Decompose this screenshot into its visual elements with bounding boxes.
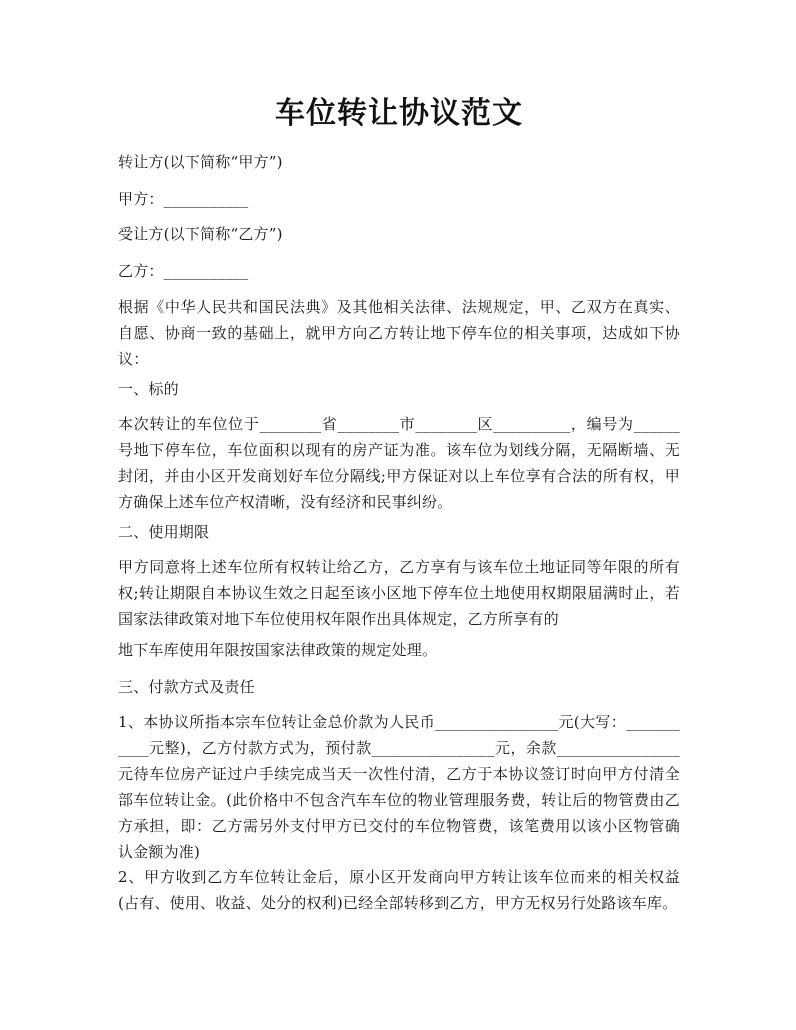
preamble-paragraph: 根据《中华人民共和国民法典》及其他相关法律、法规规定，甲、乙双方在真实、自愿、协商一致的基础上，就甲方向乙方转让地下停车位的相关事项，达成如下协议： [118,298,680,368]
document-title: 车位转让协议范文 [275,96,523,131]
section-3-clause-1: 1、本协议所指本宗车位转让金总价款为人民币________________元(大写：___________元整)，乙方付款方式为，预付款________________元，余款________________元待车位房产证过户手续完成当天一次性付清，乙方于本协议签订时向甲方付清全部车位转让金。(此价格中不包含汽车车位的物业管理服务费，转让后的物管费由乙方承担，即：乙方需另外支付甲方已交付的车位物管费，该笔费用以该小区物管确认金额为准) [118,713,680,861]
section-2-heading: 二、使用期限 [118,523,210,541]
section-3-clause-2: 2、甲方收到乙方车位转让金后，原小区开发商向甲方转让该车位而来的相关权益(占有、使用、收益、处分的权利)已经全部转移到乙方，甲方无权另行处路该车库。 [118,868,680,912]
section-1-paragraph: 本次转让的车位位于________省________市________区__________，编号为______号地下停车位，车位面积以现有的房产证为准。该车位为划线分隔，无隔断墙、无封闭，并由小区开发商划好车位分隔线;甲方保证对以上车位享有合法的所有权，甲方确保上述车位产权清晰，没有经济和民事纠纷。 [118,415,680,511]
section-2-paragraph: 甲方同意将上述车位所有权转让给乙方，乙方享有与该车位土地证同等年限的所有权;转让期限自本协议生效之日起至该小区地下停车位土地使用权期限届满时止，若国家法律政策对地下车位使用权年限作出具体规定，乙方所享有的 [118,558,680,628]
section-3-heading: 三、付款方式及责任 [118,678,255,696]
transferee-heading: 受让方(以下简称“乙方”) [118,225,283,243]
transferor-heading: 转让方(以下简称“甲方”) [118,153,283,171]
section-2-continuation: 地下车库使用年限按国家法律政策的规定处理。 [118,641,438,659]
section-1-heading: 一、标的 [118,380,179,398]
party-b-line: 乙方：___________ [118,262,249,280]
party-a-line: 甲方：___________ [118,190,249,208]
